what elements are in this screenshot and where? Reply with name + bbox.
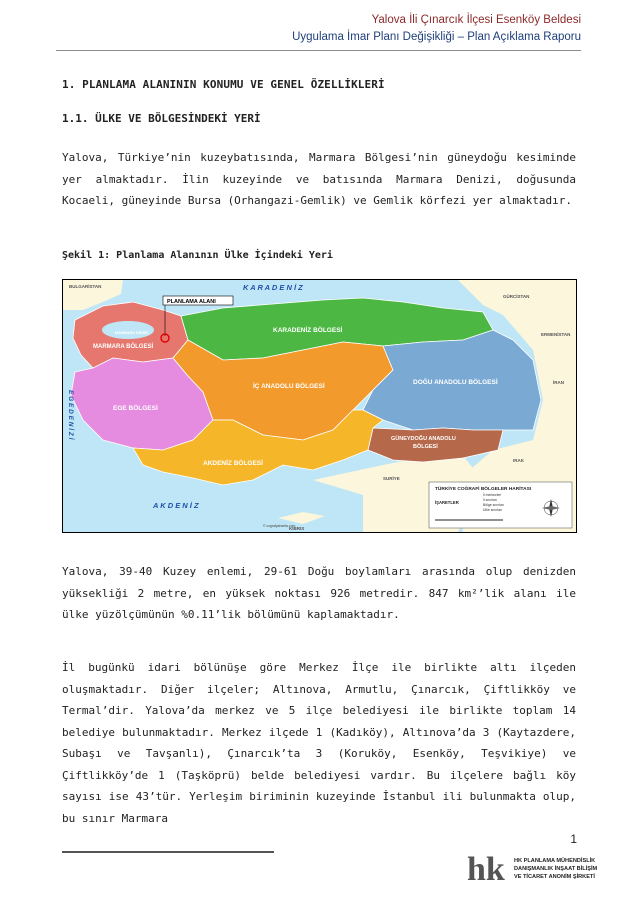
company-logo-icon bbox=[466, 846, 510, 888]
subsection-heading: 1.1. ÜLKE VE BÖLGESİNDEKİ YERİ bbox=[62, 112, 261, 125]
map-legend-title: TÜRKİYE COĞRAFİ BÖLGELER HARİTASI bbox=[435, 487, 532, 492]
map-credit: © cografyaharita.com bbox=[263, 524, 296, 528]
map-label-marmara-denizi: MARMARA DENİZİ bbox=[115, 331, 149, 335]
map-label-ic-anadolu: İÇ ANADOLU BÖLGESİ bbox=[253, 383, 325, 390]
header-divider bbox=[56, 50, 581, 51]
paragraph-districts: İl bugünkü idari bölünüşe göre Merkez İlçe ile birlikte altı ilçeden oluşmaktadır. Diğer ilçeler; Altınova, Armutlu, Çınarcık, Çiftlikköy ve Termal’dir. Yalova’da merkez ve 5 ilçe belediyesi ile birlikte toplam 14 belediye bulunmaktadır. Merkez ilçede 1 (Kadıköy), Altınova’da 3 (Kaytazdere, Subaşı ve Tavşanlı), Çınarcık’ta 3 (Koruköy, Esenköy, Teşvikiye) ve Çiftlikköy’de 1 (Taşköprü) belde belediyesi vardır. Bu ilçelere bağlı köy sayısı ise 43’tür. Yerleşim biriminin kuzeyinde İstanbul ili bulunmakta olup, bu sınır Marmara bbox=[62, 661, 576, 825]
company-name bbox=[514, 857, 597, 881]
map-label-irak: IRAK bbox=[513, 458, 524, 463]
map-label-gurcistan: GÜRCİSTAN bbox=[503, 294, 530, 299]
map-label-ege-sea: E G E D E N İ Z İ bbox=[67, 390, 74, 440]
map-label-bulgaristan: BULGARİSTAN bbox=[69, 284, 102, 289]
map-label-suriye: SURİYE bbox=[383, 476, 400, 481]
header-subtitle: Uygulama İmar Planı Değişikliği – Plan Açıklama Raporu bbox=[292, 31, 581, 43]
map-label-guneydogu-2: BÖLGESİ bbox=[413, 444, 438, 450]
company-logo-text: hk bbox=[467, 851, 505, 888]
section-heading: 1. PLANLAMA ALANININ KONUMU VE GENEL ÖZELLİKLERİ bbox=[62, 78, 385, 91]
paragraph-coordinates: Yalova, 39-40 Kuzey enlemi, 29-61 Doğu boylamları arasında olup denizden yüksekliği 2 metre, en yüksek noktası 926 metredir. 847 km²’lik alanı ile ülke yüzölçümünün %0.11’lik bölümünü kaplamaktadır. bbox=[62, 565, 576, 621]
map-legend-heading: İŞARETLER bbox=[435, 500, 459, 505]
map-label-guneydogu-1: GÜNEYDOĞU ANADOLU bbox=[391, 436, 456, 442]
paragraph-location: Yalova, Türkiye’nin kuzeybatısında, Marmara Bölgesi’nin güneydoğu kesiminde yer almaktadır. İlin kuzeyinde ve batısında Marmara Denizi, doğusunda Kocaeli, güneyinde Bursa (Orhangazi-Gemlik) ve Gemlik körfezi yer almaktadır. bbox=[62, 151, 576, 207]
footer-divider bbox=[62, 851, 274, 853]
map-legend-item: İl sınırları bbox=[483, 498, 497, 502]
marmara-sea bbox=[102, 321, 154, 339]
map-label-karadeniz: KARADENİZ BÖLGESİ bbox=[273, 327, 343, 334]
map-legend-item: Bölge sınırları bbox=[483, 503, 504, 507]
turkey-regions-map bbox=[62, 279, 577, 533]
map-label-iran: İRAN bbox=[553, 380, 564, 385]
company-name-line: DANIŞMANLIK İNŞAAT BİLİŞİM bbox=[514, 866, 598, 872]
map-label-ege: EGE BÖLGESİ bbox=[113, 405, 158, 412]
map-label-ermenistan: ERMENİSTAN bbox=[541, 332, 571, 337]
figure-caption: Şekil 1: Planlama Alanının Ülke İçindeki Yeri bbox=[62, 250, 333, 261]
company-name-line: VE TİCARET ANONİM ŞİRKETİ bbox=[514, 874, 595, 880]
map-label-karadeniz-sea: K A R A D E N İ Z bbox=[243, 283, 303, 292]
page-number: 1 bbox=[570, 832, 577, 846]
header-title: Yalova İli Çınarcık İlçesi Esenköy Beldesi bbox=[371, 14, 581, 26]
planlama-alani-label: PLANLAMA ALANI bbox=[167, 299, 216, 305]
map-legend-item: Ülke sınırları bbox=[483, 508, 503, 512]
page-header bbox=[292, 12, 581, 46]
map-label-akdeniz: AKDENİZ BÖLGESİ bbox=[203, 460, 263, 467]
map-label-marmara: MARMARA BÖLGESİ bbox=[93, 344, 154, 350]
company-name-line: HK PLANLAMA MÜHENDİSLİK bbox=[514, 858, 596, 864]
map-label-kibris: KIBRIS bbox=[289, 526, 305, 531]
map-legend-item: İl merkezleri bbox=[483, 493, 502, 497]
map-label-dogu-anadolu: DOĞU ANADOLU BÖLGESİ bbox=[413, 379, 498, 386]
map-label-akdeniz-sea: A K D E N İ Z bbox=[153, 501, 199, 510]
